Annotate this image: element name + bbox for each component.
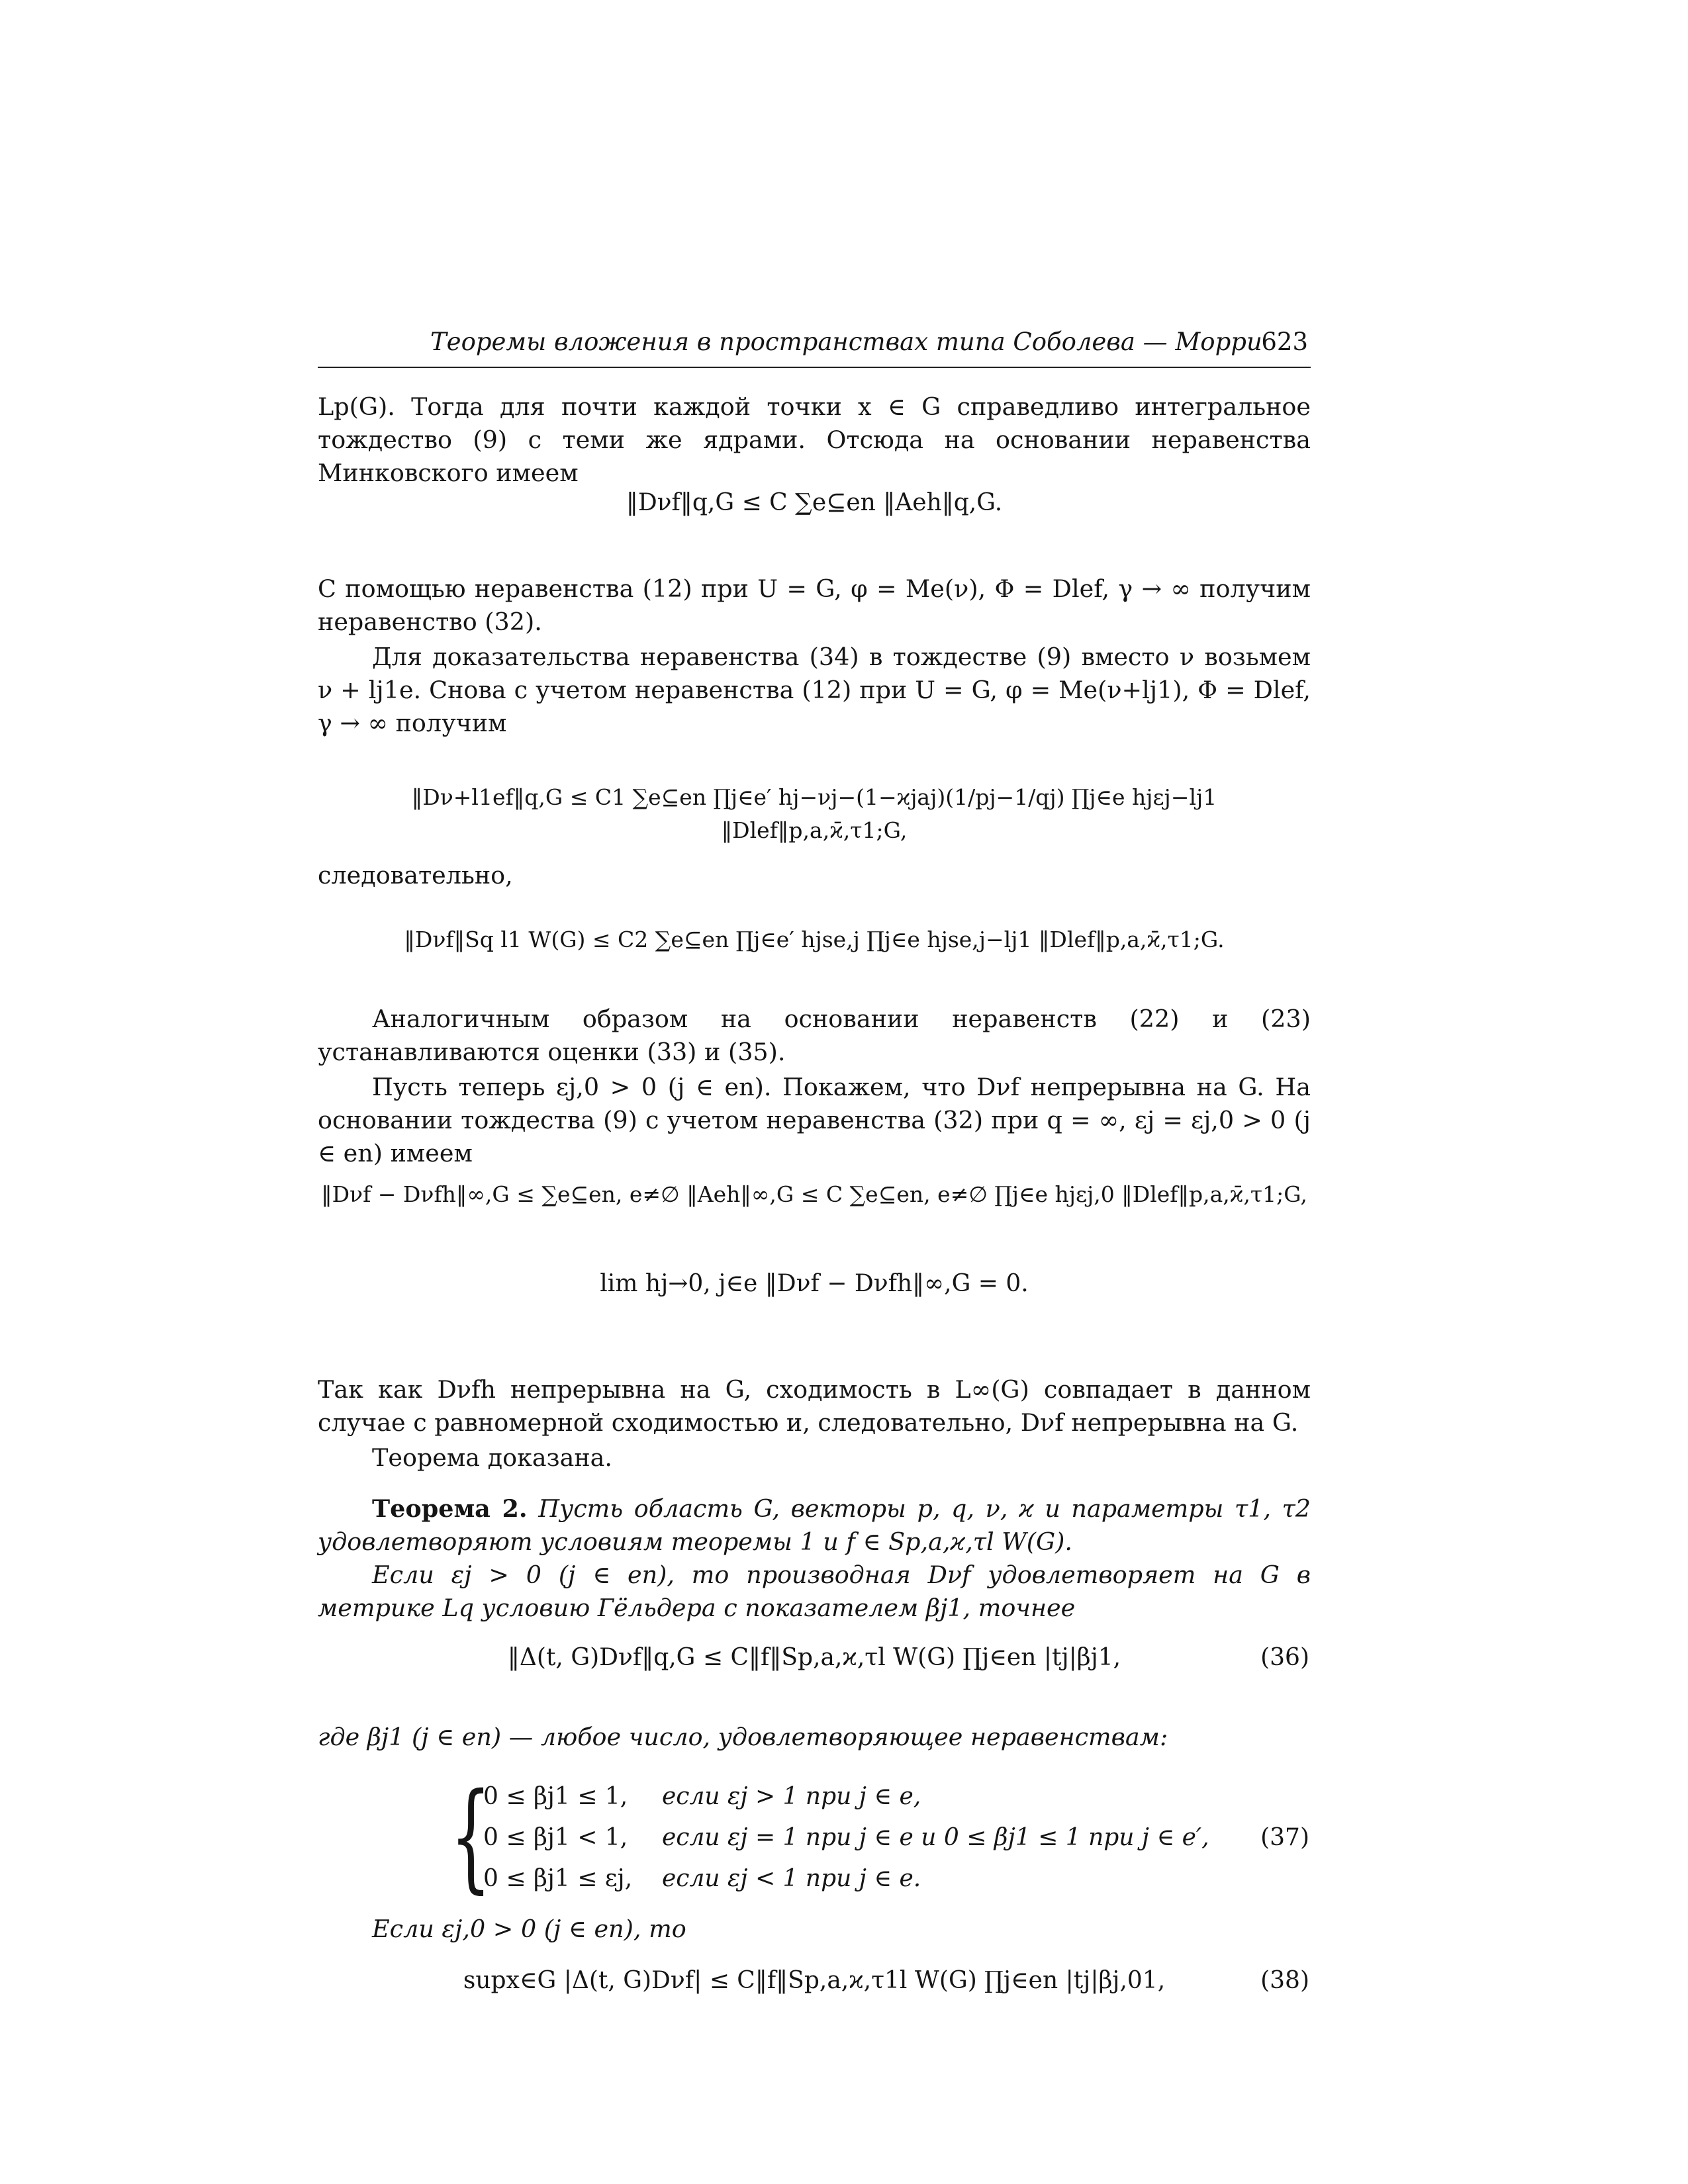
- case-row-3: 0 ≤ βj1 ≤ εj, если εj < 1 при j ∈ e.: [483, 1865, 921, 1892]
- where-clause: где βj1 (j ∈ en) — любое число, удовлетворяющее неравенствам:: [318, 1723, 1168, 1751]
- page: [318, 324, 1311, 1994]
- case-row-1: 0 ≤ βj1 ≤ 1, если εj > 1 при j ∈ e,: [483, 1783, 921, 1810]
- left-brace: {: [450, 1768, 492, 1905]
- equation-36-number: (36): [1260, 1644, 1309, 1671]
- paragraph-2: С помощью неравенства (12) при U = G, φ = Me(ν), Φ = Dlef, γ → ∞ получим неравенство (32).: [318, 574, 1311, 636]
- equation-38: supx∈G |Δ(t, G)Dνf| ≤ C‖f‖Sp,a,ϰ,τ1l W(G) ∏j∈en |tj|βj,01,: [463, 1967, 1166, 1994]
- header-title: Теоремы вложения в пространствах типа Соболева — Морри: [430, 328, 1262, 356]
- theorem-2-statement: Пусть область G, векторы p, q, ν, ϰ и параметры τ1, τ2 удовлетворяют условиям теоремы 1 и f ∈ Sp,a,ϰ,τl W(G).: [318, 1494, 1311, 1556]
- paragraph-1: Lp(G). Тогда для почти каждой точки x ∈ G справедливо интегральное тождество (9) с теми же ядрами. Отсюда на основании неравенства Минковского имеем: [318, 392, 1311, 487]
- page-number: 623: [1261, 328, 1308, 356]
- equation-continuity: ‖Dνf − Dνfh‖∞,G ≤ ∑e⊆en, e≠∅ ‖Aeh‖∞,G ≤ C ∑e⊆en, e≠∅ ∏j∈e hjεj,0 ‖Dlef‖p,a,ϰ̄,τ1;G,: [321, 1181, 1307, 1207]
- equation-38-number: (38): [1260, 1967, 1309, 1994]
- theorem-2: [318, 1492, 1311, 1625]
- qed-text: Теорема доказана.: [372, 1443, 613, 1472]
- case-row-2: 0 ≤ βj1 < 1, если εj = 1 при j ∈ e и 0 ≤ βj1 ≤ 1 при j ∈ e′,: [483, 1824, 1209, 1851]
- theorem-2-statement-2: Если εj > 0 (j ∈ en), то производная Dνf удовлетворяет на G в метрике Lq условию Гёльдера с показателем βj1, точнее: [318, 1561, 1311, 1622]
- equation-36: ‖Δ(t, G)Dνf‖q,G ≤ C‖f‖Sp,a,ϰ,τl W(G) ∏j∈en |tj|βj1,: [507, 1644, 1121, 1671]
- equation-34b: ‖Dνf‖Sq l1 W(G) ≤ C2 ∑e⊆en ∏j∈e′ hjse,j ∏j∈e hjse,j−lj1 ‖Dlef‖p,a,ϰ̄,τ1;G.: [404, 927, 1225, 952]
- if-clause: Если εj,0 > 0 (j ∈ en), то: [372, 1915, 686, 1943]
- theorem-2-label: Теорема 2.: [372, 1494, 528, 1523]
- running-header: [318, 324, 1311, 368]
- word-sledovatelno: следовательно,: [318, 861, 513, 889]
- paragraph-6: Так как Dνfh непрерывна на G, сходимость в L∞(G) совпадает в данном случае с равномерной сходимостью и, следовательно, Dνf непрерывна на G.: [318, 1375, 1311, 1437]
- paragraph-3: Для доказательства неравенства (34) в тождестве (9) вместо ν возьмем ν + lj1e. Снова с учетом неравенства (12) при U = G, φ = Me(ν+lj1), Φ = Dlef, γ → ∞ получим: [318, 643, 1311, 737]
- equation-37: [450, 1768, 1244, 1905]
- equation-limit: lim hj→0, j∈e ‖Dνf − Dνfh‖∞,G = 0.: [600, 1270, 1029, 1297]
- equation-37-number: (37): [1260, 1824, 1309, 1851]
- equation-minkowski: ‖Dνf‖q,G ≤ C ∑e⊆en ‖Aeh‖q,G.: [626, 489, 1003, 516]
- paragraph-5: Пусть теперь εj,0 > 0 (j ∈ en). Покажем, что Dνf непрерывна на G. На основании тождества (9) с учетом неравенства (32) при q = ∞, εj = εj,0 > 0 (j ∈ en) имеем: [318, 1073, 1311, 1167]
- equation-34a: ‖Dν+l1ef‖q,G ≤ C1 ∑e⊆en ∏j∈e′ hj−νj−(1−ϰjaj)(1/pj−1/qj) ∏j∈e hjεj−lj1 ‖Dlef‖p,a,ϰ̄,τ1;G,: [411, 784, 1217, 843]
- paragraph-4: Аналогичным образом на основании неравенств (22) и (23) устанавливаются оценки (33) и (35).: [318, 1005, 1311, 1066]
